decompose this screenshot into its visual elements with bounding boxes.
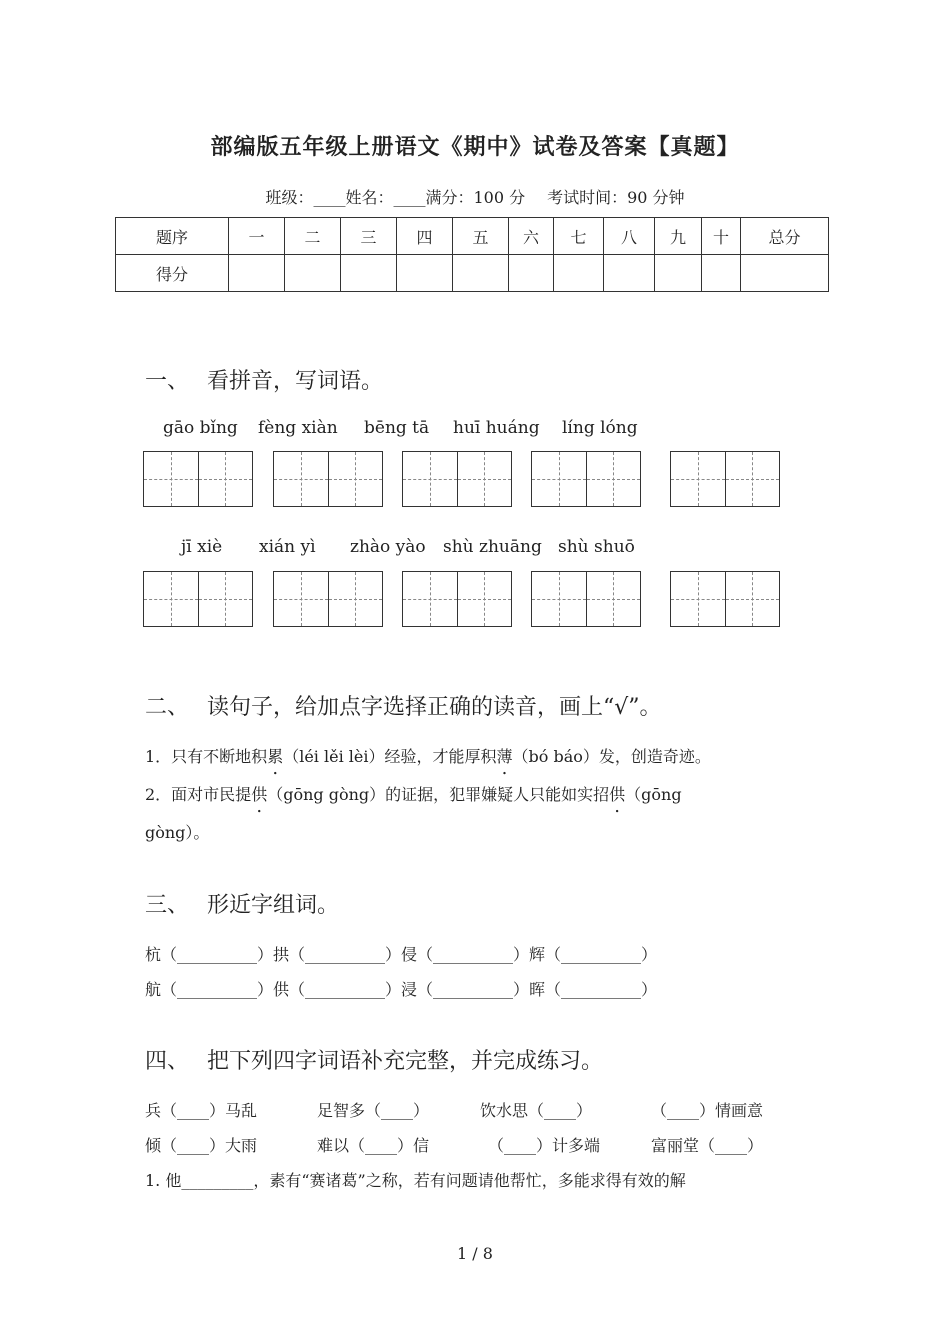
text: （gōng: [625, 785, 682, 804]
score-table-header: [116, 218, 829, 255]
writing-box[interactable]: [143, 571, 253, 627]
idiom-item[interactable]: 富丽堂（____）: [651, 1136, 764, 1155]
score-cell[interactable]: [341, 255, 397, 292]
pinyin-label: jī xiè: [181, 537, 223, 557]
text: （gōng gòng）的证据，犯罪嫌疑人只能如实招: [267, 785, 610, 804]
writing-box[interactable]: [402, 451, 512, 507]
score-cell[interactable]: [509, 255, 554, 292]
idiom-item[interactable]: （____）情画意: [651, 1101, 764, 1120]
question-1: 1. 他_________，素有“赛诸葛”之称，若有问题请他帮忙，多能求得有效的解: [145, 1171, 686, 1190]
header-cell: 七: [554, 218, 604, 255]
idiom-item[interactable]: 倾（____）大雨: [145, 1136, 258, 1155]
writing-box[interactable]: [273, 451, 383, 507]
writing-box[interactable]: [531, 451, 641, 507]
word-line-2[interactable]: 航（__________）供（__________）浸（__________）晖（__________）: [145, 980, 658, 999]
pinyin-label: xián yì: [259, 537, 316, 557]
section-title: 形近字组词。: [207, 893, 340, 918]
header-cell: 五: [453, 218, 509, 255]
pinyin-label: fèng xiàn: [258, 418, 338, 438]
score-cell[interactable]: [397, 255, 453, 292]
writing-box[interactable]: [670, 571, 780, 627]
pinyin-label: líng lóng: [562, 418, 638, 438]
section-number: 一、: [145, 369, 190, 394]
row-label: 得分: [116, 255, 229, 292]
text: （léi lěi lèi）经验，才能厚积: [283, 747, 497, 766]
text: （bó báo）发，创造奇迹。: [512, 747, 711, 766]
header-cell: 题序: [116, 218, 229, 255]
writing-box[interactable]: [531, 571, 641, 627]
section-1-heading: [145, 364, 383, 395]
text: 1．只有不断地积: [145, 747, 268, 766]
score-table-row: [116, 255, 829, 292]
exam-time: 考试时间：90 分钟: [547, 188, 685, 207]
word-line-1[interactable]: 杭（__________）拱（__________）侵（__________）辉（__________）: [145, 945, 658, 964]
sentence-1: [145, 744, 711, 767]
pinyin-label: zhào yào: [350, 537, 426, 557]
sentence-2-cont: gòng）。: [145, 823, 210, 842]
idiom-item[interactable]: （____）计多端: [488, 1136, 601, 1155]
score-cell[interactable]: [604, 255, 655, 292]
dotted-char: 累: [267, 747, 284, 766]
pinyin-label: shù zhuāng: [443, 537, 542, 557]
score-table: [115, 217, 829, 292]
header-cell: 六: [509, 218, 554, 255]
writing-box[interactable]: [273, 571, 383, 627]
section-title: 读句子，给加点字选择正确的读音，画上“√”。: [207, 695, 662, 720]
pinyin-label: gāo bǐng: [163, 418, 238, 438]
header-cell: 三: [341, 218, 397, 255]
header-cell: 二: [285, 218, 341, 255]
score-cell[interactable]: [655, 255, 702, 292]
idiom-item[interactable]: 饮水思（____）: [480, 1101, 593, 1120]
writing-box[interactable]: [402, 571, 512, 627]
score-cell[interactable]: [453, 255, 509, 292]
idiom-item[interactable]: 足智多（____）: [317, 1101, 430, 1120]
section-2-heading: [145, 690, 662, 721]
section-3-heading: [145, 888, 339, 919]
writing-box[interactable]: [143, 451, 253, 507]
score-cell[interactable]: [702, 255, 741, 292]
pinyin-label: bēng tā: [364, 418, 430, 438]
writing-box[interactable]: [670, 451, 780, 507]
header-cell: 四: [397, 218, 453, 255]
section-number: 二、: [145, 695, 190, 720]
header-cell: 八: [604, 218, 655, 255]
score-cell[interactable]: [741, 255, 829, 292]
header-cell: 一: [229, 218, 285, 255]
header-cell: 九: [655, 218, 702, 255]
dotted-char: 供: [251, 785, 268, 804]
text: 2．面对市民提: [145, 785, 252, 804]
idiom-item[interactable]: 兵（____）马乱: [145, 1101, 258, 1120]
page-title: 部编版五年级上册语文《期中》试卷及答案【真题】: [210, 134, 740, 160]
score-cell[interactable]: [229, 255, 285, 292]
dotted-char: 薄: [496, 747, 513, 766]
section-title: 看拼音，写词语。: [207, 369, 384, 394]
idiom-item[interactable]: 难以（____）信: [317, 1136, 430, 1155]
exam-info: [0, 185, 950, 208]
section-number: 三、: [145, 893, 190, 918]
dotted-char: 供: [609, 785, 626, 804]
pinyin-label: huī huáng: [453, 418, 540, 438]
pinyin-label: shù shuō: [558, 537, 635, 557]
score-cell[interactable]: [554, 255, 604, 292]
section-number: 四、: [145, 1049, 190, 1074]
header-cell: 十: [702, 218, 741, 255]
header-cell: 总分: [741, 218, 829, 255]
class-name-score: 班级：____姓名：____满分：100 分: [265, 188, 526, 207]
page-number: 1 / 8: [457, 1244, 493, 1263]
section-title: 把下列四字词语补充完整，并完成练习。: [207, 1049, 604, 1074]
sentence-2: [145, 782, 682, 805]
section-4-heading: [145, 1044, 603, 1075]
score-cell[interactable]: [285, 255, 341, 292]
